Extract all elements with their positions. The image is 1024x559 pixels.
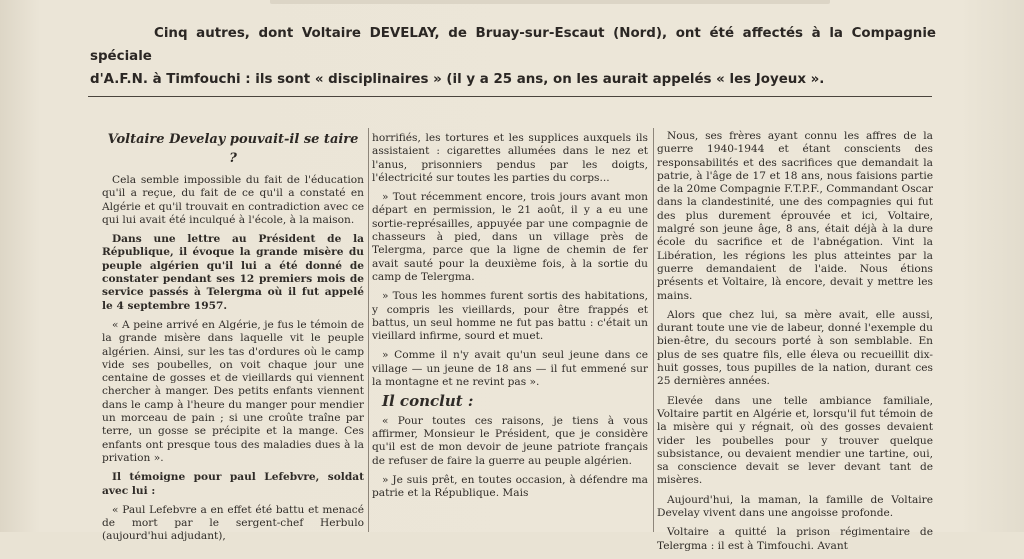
paragraph-bold: Dans une lettre au Président de la République, il évoque la grande misère du peuple algérien qu'il lui a été donné de constater pendant ses 12 premiers mois de service passés à Telergma où il fut appelé le 4 septembre 1957. — [102, 233, 364, 312]
intro-line-1: Cinq autres, dont Voltaire DEVELAY, de Bruay-sur-Escaut (Nord), ont été affectés à la Compagnie spéciale — [90, 26, 936, 64]
paragraph: Alors que chez lui, sa mère avait, elle aussi, durant toute une vie de labeur, donné l'exemple du bien-être, du secours porté à son semblable. En plus de ses quatre fils, elle éleva ou recueillit dix-huit gosses, tous pupilles de la nation, durant ces 25 dernières années. — [657, 308, 933, 388]
section-heading: Il conclut : — [382, 392, 474, 411]
paragraph: horrifiés, les tortures et les supplices auxquels ils assistaient : cigarettes allumées dans le nez et l'anus, prisonniers pendus par les doigts, l'électricité sur toutes les parties du corps... — [372, 132, 648, 184]
column-right — [657, 130, 933, 559]
paragraph: Nous, ses frères ayant connu les affres de la guerre 1940-1944 et étant conscients des responsabilités et des sacrifices que demandait la patrie, à l'âge de 17 et 18 ans, nous faisions partie de la 20me Compagnie F.T.P.F., Commandant Oscar dans la clandestinité, une des compagnies qui fut des plus durement éprouvée et ici, Voltaire, malgré son jeune âge, 8 ans, était déjà à la dure école du sacrifice et de l'abnégation. Vint la Libération, les régions les plus atteintes par la guerre demandaient de l'aide. Nous étions présents et Voltaire, là encore, devait y mettre les mains. — [657, 130, 933, 302]
paragraph: « A peine arrivé en Algérie, je fus le témoin de la grande misère dans laquelle vit le peuple algérien. Ainsi, sur les tas d'ordures où le camp vide ses poubelles, on voit chaque jour une centaine de gosses et de vieillards qui viennent chercher à manger. Des petits enfants viennent dans le camp à l'heure du manger pour mendier un morceau de pain ; si une croûte traîne par terre, un gosse se précipite et la mange. Ces enfants ont presque tous des maladies dues à la privation ». — [102, 318, 364, 464]
paragraph-bold: Il témoigne pour paul Lefebvre, soldat avec lui : — [102, 471, 364, 497]
column-middle — [372, 132, 648, 506]
intro-paragraph — [90, 22, 936, 91]
paragraph: Cela semble impossible du fait de l'éducation qu'il a reçue, du fait de ce qu'il a constaté en Algérie et qu'il trouvait en contradiction avec ce qui lui avait été inculqué à l'école, à la maison. — [102, 174, 364, 226]
faded-headline-strip — [270, 0, 830, 4]
paragraph: » Tout récemment encore, trois jours avant mon départ en permission, le 21 août, il y a eu une sortie-représailles, appuyée par une compagnie de chasseurs à pied, dans un village près de Telergma, parce que la ligne de chemin de fer avait sauté pour la deuxième fois, à la sortie du camp de Telergma. — [372, 191, 648, 283]
paragraph: » Je suis prêt, en toutes occasion, à défendre ma patrie et la République. Mais — [372, 473, 648, 500]
column-heading: Voltaire Develay pouvait-il se taire ? — [107, 132, 359, 166]
paragraph: » Comme il n'y avait qu'un seul jeune dans ce village — un jeune de 18 ans — il fut emmené sur la montagne et ne revint pas ». — [372, 349, 648, 389]
paragraph: Voltaire a quitté la prison régimentaire de Telergma : il est à Timfouchi. Avant — [657, 526, 933, 552]
paragraph: « Pour toutes ces raisons, je tiens à vous affirmer, Monsieur le Président, que je considère qu'il est de mon devoir de jeune patriote français de refuser de faire la guerre au peuple algérien. — [372, 414, 648, 467]
horizontal-rule — [88, 96, 932, 97]
column-divider — [368, 128, 369, 532]
paragraph: « Paul Lefebvre a en effet été battu et menacé de mort par le sergent-chef Herbulo (aujourd'hui adjudant), — [102, 503, 364, 543]
column-left — [102, 130, 364, 550]
intro-line-2: d'A.F.N. à Timfouchi : ils sont « disciplinaires » (il y a 25 ans, on les aurait appelés « les Joyeux ». — [90, 72, 825, 87]
paragraph: » Tous les hommes furent sortis des habitations, y compris les vieillards, pour être frappés et battus, un seul homme ne fut pas battu : c'était un vieillard infirme, sourd et muet. — [372, 290, 648, 343]
paragraph: Elevée dans une telle ambiance familiale, Voltaire partit en Algérie et, lorsqu'il fut témoin de la misère qui y régnait, où des gosses devaient vider les poubelles pour y trouver quelque subsistance, ou devaient mendier une tartine, oui, sa conscience devait se lever devant tant de misères. — [657, 394, 933, 487]
column-divider — [653, 128, 654, 532]
paragraph: Aujourd'hui, la maman, la famille de Voltaire Develay vivent dans une angoisse profonde. — [657, 493, 933, 520]
